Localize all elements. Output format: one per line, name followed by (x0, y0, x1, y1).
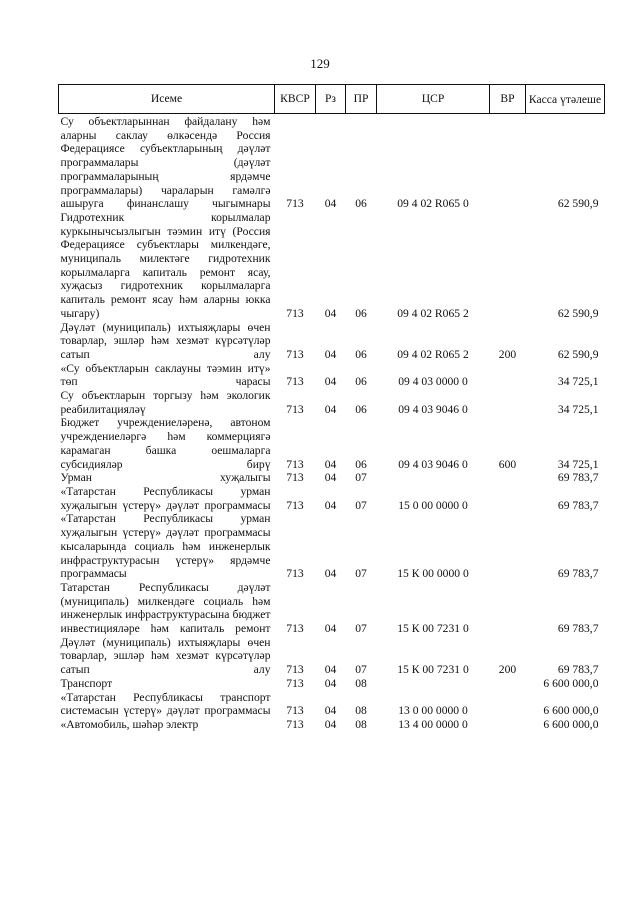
table-row (59, 321, 605, 362)
table-row (59, 636, 605, 677)
table-body (59, 114, 605, 732)
table-row (59, 691, 605, 718)
cell-rz: 04 (324, 306, 337, 320)
table-row (59, 471, 605, 485)
cell-csr: 13 0 00 0000 0 (398, 704, 468, 718)
cell-pr: 07 (355, 498, 367, 512)
cell-pr: 07 (355, 471, 367, 485)
cell-name: «Татарстан Республикасы транспорт системасын үстерү» дәүләт программасы (60, 690, 271, 718)
cell-csr: 09 4 02 R065 2 (397, 306, 469, 320)
cell-sum: 62 590,9 (557, 306, 599, 320)
cell-csr: 09 4 03 0000 0 (398, 375, 468, 389)
cell-pr: 06 (355, 347, 367, 361)
cell-rz: 04 (324, 663, 337, 677)
cell-pr: 06 (355, 402, 367, 416)
cell-csr: 13 4 00 0000 0 (398, 717, 468, 731)
cell-pr: 07 (355, 622, 367, 636)
cell-kvsr: 713 (286, 622, 304, 636)
cell-sum: 69 783,7 (557, 471, 599, 485)
cell-csr: 15 К 00 7231 0 (397, 663, 469, 677)
cell-sum: 6 600 000,0 (543, 717, 599, 731)
cell-csr (377, 677, 490, 691)
header-sum: Касса үтәлеше (526, 85, 605, 114)
cell-rz: 04 (324, 375, 337, 389)
cell-sum: 34 725,1 (557, 375, 599, 389)
header-name: Исеме (59, 85, 275, 114)
header-vr: ВР (490, 85, 526, 114)
cell-rz: 04 (324, 498, 337, 512)
cell-csr: 15 0 00 0000 0 (398, 498, 468, 512)
cell-pr: 06 (355, 375, 367, 389)
table-row (59, 581, 605, 636)
cell-kvsr: 713 (286, 402, 304, 416)
table-row (59, 512, 605, 581)
page-number: 129 (310, 56, 330, 71)
cell-vr (490, 677, 526, 691)
header-pr: ПР (346, 85, 377, 114)
cell-kvsr: 713 (286, 663, 304, 677)
cell-kvsr: 713 (286, 471, 304, 485)
cell-name: «Автомобиль, шәһәр электр (60, 717, 199, 731)
cell-rz: 04 (324, 622, 337, 636)
cell-sum: 6 600 000,0 (543, 676, 599, 690)
cell-vr (490, 362, 526, 389)
cell-sum: 34 725,1 (557, 402, 599, 416)
cell-csr: 09 4 02 R065 2 (397, 347, 469, 361)
cell-pr: 07 (355, 663, 367, 677)
cell-rz: 04 (324, 567, 337, 581)
cell-pr: 06 (355, 457, 367, 471)
cell-kvsr: 713 (286, 347, 304, 361)
table-header (59, 85, 605, 114)
cell-kvsr: 713 (286, 676, 304, 690)
table-row (59, 114, 605, 211)
table-row (59, 718, 605, 732)
cell-kvsr: 713 (286, 498, 304, 512)
cell-rz: 04 (324, 704, 337, 718)
cell-rz: 04 (324, 717, 337, 731)
cell-name: Гидротехник корылмалар куркынычсызлыгын тәэмин итү (Россия Федерациясе субъектлары милкендәге, муниципаль милектәге гидротехник корылмаларга капиталь ремонт ясау, хуҗасыз гидротехник корылмаларга капиталь ремонт ясау һәм аларны юкка чыгару) (60, 210, 271, 320)
cell-pr: 08 (355, 676, 367, 690)
cell-sum: 69 783,7 (557, 567, 599, 581)
cell-name: Урман хуҗалыгы (60, 471, 271, 485)
cell-name: Дәүләт (муниципаль) ихтыяҗлары өчен товарлар, эшләр һәм хезмәт күрсәтүләр сатып алу (60, 320, 271, 361)
table-row (59, 416, 605, 471)
cell-pr: 06 (355, 197, 367, 211)
cell-sum: 69 783,7 (557, 498, 599, 512)
cell-rz: 04 (324, 471, 337, 485)
table-row (59, 362, 605, 389)
cell-pr: 08 (355, 704, 367, 718)
table-row (59, 389, 605, 416)
header-kvsr: КВСР (275, 85, 316, 114)
table-row (59, 485, 605, 512)
cell-vr (490, 211, 526, 321)
cell-name: Су объектларыннан файдалану һәм аларны саклау өлкәсендә Россия Федерациясе субъектларының дәүләт программалары (дәүләт программаларының ярдәмче программалары) чараларын гамәлгә ашыруга финанслашу чыгымнары (60, 115, 271, 211)
cell-rz: 04 (324, 676, 337, 690)
cell-pr: 07 (355, 567, 367, 581)
cell-vr (490, 389, 526, 416)
cell-name: «Су объектларын саклауны тәэмин итү» төп чарасы (60, 361, 271, 389)
cell-kvsr: 713 (286, 704, 304, 718)
cell-csr: 09 4 03 9046 0 (398, 457, 468, 471)
cell-kvsr: 713 (286, 306, 304, 320)
cell-name: «Татарстан Республикасы урман хуҗалыгын үстерү» дәүләт программасы (60, 484, 271, 512)
cell-vr (490, 581, 526, 636)
cell-kvsr: 713 (286, 567, 304, 581)
table-row (59, 677, 605, 691)
cell-kvsr: 713 (286, 375, 304, 389)
cell-csr: 15 К 00 7231 0 (397, 622, 469, 636)
cell-kvsr: 713 (286, 197, 304, 211)
cell-vr (490, 691, 526, 718)
table-row (59, 211, 605, 321)
cell-name: Татарстан Республикасы дәүләт (муниципаль) милкендәге социаль һәм инженерлык инфраструктурасына бюджет инвестицияләре һәм капиталь ремонт (60, 580, 271, 636)
cell-csr: 15 К 00 0000 0 (397, 567, 469, 581)
cell-name: Транспорт (60, 676, 113, 690)
cell-sum: 69 783,7 (557, 663, 599, 677)
cell-vr (490, 485, 526, 512)
header-rz: Рз (316, 85, 346, 114)
cell-vr: 600 (498, 457, 517, 471)
cell-rz: 04 (324, 457, 337, 471)
cell-name: Су объектларын торгызу һәм экологик реабилитацияләү (60, 389, 271, 416)
cell-vr (490, 471, 526, 485)
cell-name: Бюджет учреждениеләренә, автоном учреждениеләргә һәм коммерциягә карамаган башка оешмаларга субсидияләр бирү (60, 416, 271, 471)
cell-vr: 200 (498, 347, 517, 361)
cell-csr: 09 4 02 R065 0 (397, 197, 469, 211)
cell-csr (377, 471, 490, 485)
cell-sum: 6 600 000,0 (543, 704, 599, 718)
cell-sum: 62 590,9 (557, 347, 599, 361)
cell-sum: 34 725,1 (557, 457, 599, 471)
cell-vr (490, 512, 526, 581)
cell-pr: 08 (355, 717, 367, 731)
cell-sum: 62 590,9 (557, 197, 599, 211)
cell-name: Дәүләт (муниципаль) ихтыяҗлары өчен товарлар, эшләр һәм хезмәт күрсәтүләр сатып алу (60, 635, 271, 677)
cell-vr: 200 (498, 663, 517, 677)
cell-rz: 04 (324, 197, 337, 211)
cell-csr: 09 4 03 9046 0 (398, 402, 468, 416)
cell-vr (490, 114, 526, 211)
cell-rz: 04 (324, 402, 337, 416)
cell-sum: 69 783,7 (557, 622, 599, 636)
budget-table (58, 84, 605, 732)
cell-kvsr: 713 (286, 717, 304, 731)
cell-pr: 06 (355, 306, 367, 320)
cell-rz: 04 (324, 347, 337, 361)
cell-name: «Татарстан Республикасы урман хуҗалыгын үстерү» дәүләт программасы кысаларында социаль һәм инженерлык инфраструктурасын үстерү» ярдәмче программасы (60, 512, 271, 581)
header-csr: ЦСР (377, 85, 490, 114)
cell-vr (490, 718, 526, 732)
cell-kvsr: 713 (286, 457, 304, 471)
